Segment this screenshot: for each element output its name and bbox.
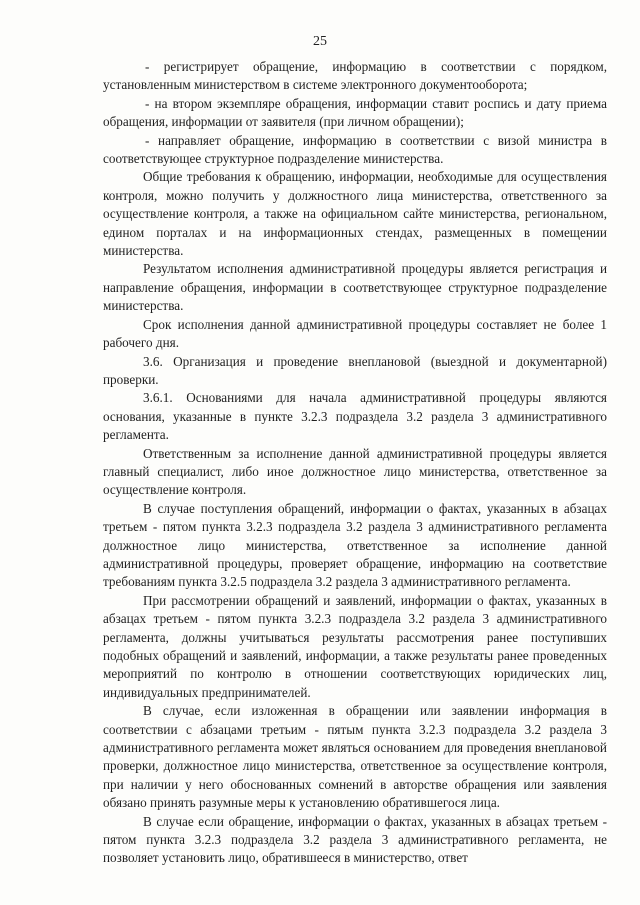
paragraph-register: - регистрирует обращение, информацию в соответствии с порядком, установленным министерством в системе электронного документооборота; (103, 59, 607, 93)
paragraph-consideration: При рассмотрении обращений и заявлений, информации о фактах, указанных в абзацах третьем - пятом пункта 3.2.3 подраздела 3.2 раздела 3 административного регламента, должны учитываться результаты рассмотрения ранее поступивших подобных обращений и заявлений, информации, а также результаты ранее проведенных мероприятий по контролю в отношении соответствующих юридических лиц, индивидуальных предпринимателей. (103, 592, 607, 700)
paragraph-authorship-doubt: В случае, если изложенная в обращении или заявлении информация в соответствии с абзацами третьим - пятым пункта 3.2.3 подраздела 3.2 раздела 3 административного регламента может являться основанием для проведения внеплановой проверки, должностное лицо министерства, ответственное за осуществление контроля, при наличии у него обоснованных сомнений в авторстве обращения или заявления обязано принять разумные меры к установлению обратившегося лица. (103, 703, 607, 811)
paragraph-deadline: Срок исполнения данной административной процедуры составляет не более 1 рабочего дня. (103, 316, 607, 351)
paragraph-result: Результатом исполнения административной процедуры является регистрация и направление обращения, информации в соответствующее структурное подразделение министерства. (103, 261, 607, 314)
paragraph-responsible: Ответственным за исполнение данной административной процедуры является главный специалист, либо иное должностное лицо министерства, ответственное за осуществление контроля. (103, 445, 607, 498)
paragraph-forward: - направляет обращение, информацию в соответствии с визой министра в соответствующее структурное подразделение министерства. (103, 132, 607, 167)
document-text (103, 58, 607, 868)
paragraph-receipt-case: В случае поступления обращений, информации о фактах, указанных в абзацах третьем - пятом пункта 3.2.3 подраздела 3.2 раздела 3 административного регламента должностное лицо министерства, ответственное за исполнение данной административной процедуры, проверяет обращение, информацию на соответствие требованиям пункта 3.2.5 подраздела 3.2 раздела 3 административного регламента. (103, 500, 607, 590)
paragraph-section-3-6: 3.6. Организация и проведение внеплановой (выездной и документарной) проверки. (103, 353, 607, 387)
paragraph-general-requirements: Общие требования к обращению, информации, необходимые для осуществления контроля, можно получить у должностного лица министерства, ответственного за осуществление контроля, а также на официальном сайте министерства, региональном, едином порталах и на информационных стендах, размещенных в помещении министерства. (103, 169, 607, 259)
paragraph-section-3-6-1: 3.6.1. Основаниями для начала административной процедуры являются основания, указанные в пункте 3.2.3 подраздела 3.2 раздела 3 административного регламента. (103, 390, 607, 443)
page-number: 25 (313, 34, 327, 49)
paragraph-signature: - на втором экземпляре обращения, информации ставит роспись и дату приема обращения, информации от заявителя (при личном обращении); (103, 95, 607, 130)
paragraph-anonymous-case: В случае если обращение, информации о фактах, указанных в абзацах третьем - пятом пункта 3.2.3 подраздела 3.2 раздела 3 административного регламента, не позволяет установить лицо, обратившееся в министерство, ответ (103, 813, 607, 866)
